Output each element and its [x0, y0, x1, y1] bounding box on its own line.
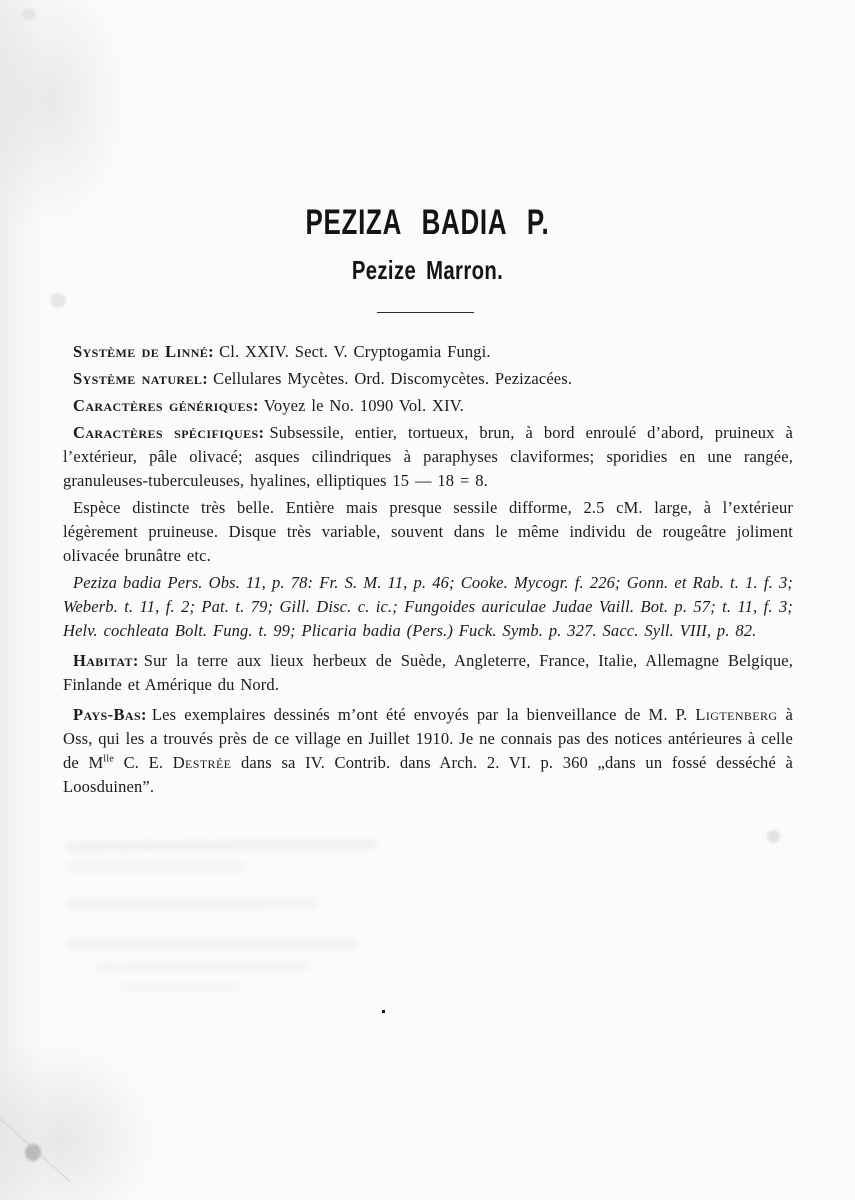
- show-through-ghost-text: [66, 862, 246, 872]
- heading-block: [0, 205, 855, 283]
- scan-smudge: [50, 293, 66, 308]
- field-value-caracteres-specifiques: Subsessile, entier, tortueux, brun, à bord enroulé d’abord, pruineux à l’extérieur, pâle olivacé; asques cilindriques à paraphyses claviformes; sporidies en une rangée, granuleuses-tuberculeuses, hyalines, elliptiques 15 — 18 = 8.: [63, 423, 793, 490]
- show-through-ghost-text: [66, 938, 356, 949]
- scan-smudge: [767, 830, 780, 843]
- scan-smudge: [22, 8, 36, 20]
- species-subtitle: Pezize Marron.: [351, 255, 504, 285]
- field-label-systeme-de-linne: Système de Linné:: [73, 342, 215, 361]
- divider-rule: [377, 312, 474, 313]
- synonymy-citation-text: Peziza badia Pers. Obs. 11, p. 78: Fr. S. M. 11, p. 46; Cooke. Mycogr. f. 226; Gonn. et Rab. t. 1. f. 3; Weberb. t. 11, f. 2; Pat. t. 79; Gill. Disc. c. ic.; Fungoides auriculae Judae Vaill. Bot. p. 57; t. 11, f. 3; Helv. cochleata Bolt. Fung. t. 99; Plicaria badia (Pers.) Fuck. Symb. p. 327. Sacc. Syll. VIII, p. 82.: [63, 573, 793, 640]
- description-text: Espèce distincte très belle. Entière mais presque sessile difforme, 2.5 cM. large, à l’extérieur légèrement pruineuse. Disque très variable, souvent dans le même individu de rougeâtre joliment olivacée brunâtre etc.: [63, 498, 793, 565]
- field-value-pays-bas: Les exemplaires dessinés m’ont été envoyés par la bienveillance de M. P. Ligtenberg à Oss, qui les a trouvés près de ce village en Juillet 1910. Je ne connais pas des notices antérieures à celle de $M^{lle}$ C. E. Destrée dans sa IV. Contrib. dans Arch. 2. VI. p. 360 „dans un fossé desséché à Loosduinen”.: [63, 705, 794, 796]
- paragraph-description: [63, 496, 793, 568]
- article-body: [63, 340, 793, 802]
- field-label-pays-bas: Pays-Bas:: [73, 705, 147, 724]
- ink-speck: [382, 1010, 385, 1013]
- field-value-habitat: Sur la terre aux lieux herbeux de Suède, Angleterre, France, Italie, Allemagne Belgique, Finlande et Amérique du Nord.: [63, 651, 793, 694]
- paragraph-synonymy-citation: [63, 571, 793, 643]
- field-label-systeme-naturel: Système naturel:: [73, 369, 209, 388]
- scan-scratch: [0, 1118, 71, 1182]
- field-label-habitat: Habitat:: [73, 651, 139, 670]
- line-caracteres-generiques: [63, 394, 793, 418]
- scan-edge-noise: [0, 0, 42, 1200]
- paragraph-caracteres-specifiques: [63, 421, 793, 493]
- line-systeme-de-linne: [63, 340, 793, 364]
- line-systeme-naturel: [63, 367, 793, 391]
- field-value-systeme-naturel: Cellulares Mycètes. Ord. Discomycètes. Pezizacées.: [213, 369, 573, 388]
- show-through-ghost-text: [66, 897, 316, 910]
- paragraph-habitat: [63, 649, 793, 697]
- field-value-systeme-de-linne: Cl. XXIV. Sect. V. Cryptogamia Fungi.: [219, 342, 491, 361]
- field-label-caracteres-specifiques: Caractères spécifiques:: [73, 423, 265, 442]
- scan-corner-shade-top-left: [0, 0, 130, 230]
- paragraph-pays-bas: [63, 703, 793, 799]
- show-through-ghost-text: [66, 839, 376, 853]
- field-label-caracteres-generiques: Caractères génériques:: [73, 396, 259, 415]
- field-value-caracteres-generiques: Voyez le No. 1090 Vol. XIV.: [263, 396, 464, 415]
- species-title: PEZIZA BADIA P.: [305, 203, 550, 242]
- show-through-ghost-text: [120, 982, 240, 991]
- scan-corner-shade-bottom-left: [0, 1040, 160, 1200]
- show-through-ghost-text: [95, 961, 310, 973]
